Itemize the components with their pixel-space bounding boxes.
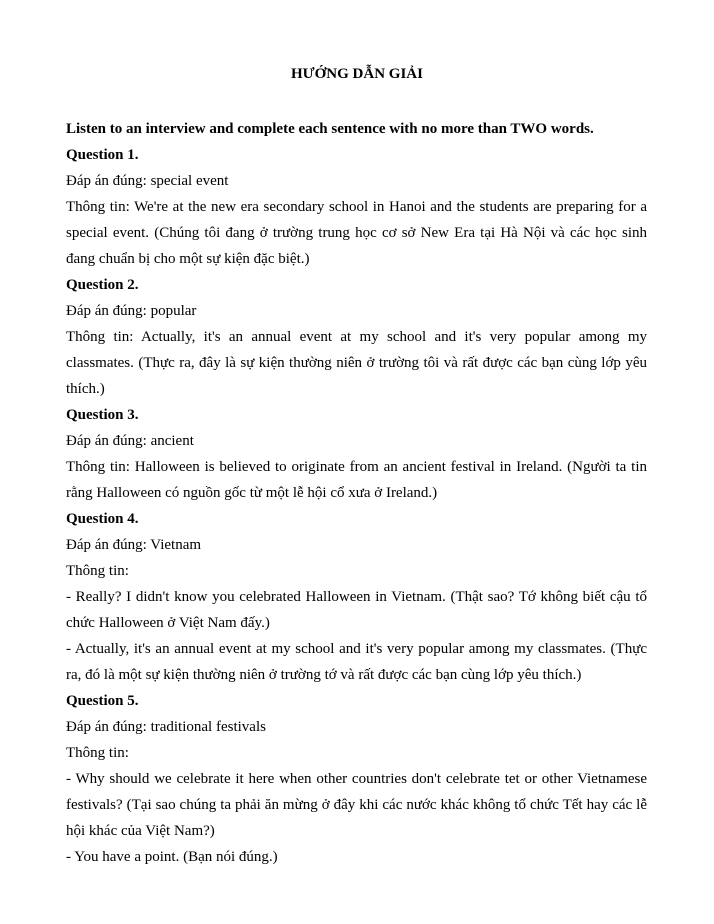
info-label: Thông tin: bbox=[66, 745, 129, 761]
answer-line: Đáp án đúng: special event bbox=[66, 173, 229, 189]
question-heading: Question 3. bbox=[66, 407, 139, 423]
dialogue-line: - Actually, it's an annual event at my school and it's very popular among my classmates. (Thực ra, đó là một sự kiện thường niên ở trường tớ và rất được các bạn cùng lớp yêu thích.) bbox=[66, 641, 647, 683]
info-paragraph: Thông tin: Actually, it's an annual event at my school and it's very popular among my classmates. (Thực ra, đây là sự kiện thường niên ở trường tôi và rất được các bạn cùng lớp yêu thích.) bbox=[66, 329, 647, 397]
answer-line: Đáp án đúng: Vietnam bbox=[66, 537, 202, 553]
dialogue-line: - Why should we celebrate it here when other countries don't celebrate tet or other Vietnamese festivals? (Tại sao chúng ta phải ăn mừng ở đây khi các nước khác không tổ chức Tết hay các lễ hội khác của Việt Nam?) bbox=[66, 771, 647, 839]
page-title: HƯỚNG DẪN GIẢI bbox=[291, 66, 423, 82]
document-body bbox=[66, 116, 647, 870]
answer-line: Đáp án đúng: traditional festivals bbox=[66, 719, 266, 735]
dialogue-line: - You have a point. (Bạn nói đúng.) bbox=[66, 849, 278, 865]
info-paragraph: Thông tin: We're at the new era secondary school in Hanoi and the students are preparing for a special event. (Chúng tôi đang ở trường trung học cơ sở New Era tại Hà Nội và các học sinh đang chuẩn bị cho một sự kiện đặc biệt.) bbox=[66, 199, 647, 267]
question-heading: Question 1. bbox=[66, 147, 139, 163]
dialogue-line: - Really? I didn't know you celebrated Halloween in Vietnam. (Thật sao? Tớ không biết cậu tổ chức Halloween ở Việt Nam đấy.) bbox=[66, 589, 647, 631]
info-paragraph: Thông tin: Halloween is believed to originate from an ancient festival in Ireland. (Người ta tin rằng Halloween có nguồn gốc từ một lễ hội cổ xưa ở Ireland.) bbox=[66, 459, 647, 501]
question-heading: Question 5. bbox=[66, 693, 139, 709]
instruction: Listen to an interview and complete each sentence with no more than TWO words. bbox=[66, 121, 594, 137]
info-label: Thông tin: bbox=[66, 563, 129, 579]
question-heading: Question 4. bbox=[66, 511, 139, 527]
answer-line: Đáp án đúng: popular bbox=[66, 303, 197, 319]
question-heading: Question 2. bbox=[66, 277, 139, 293]
answer-line: Đáp án đúng: ancient bbox=[66, 433, 194, 449]
